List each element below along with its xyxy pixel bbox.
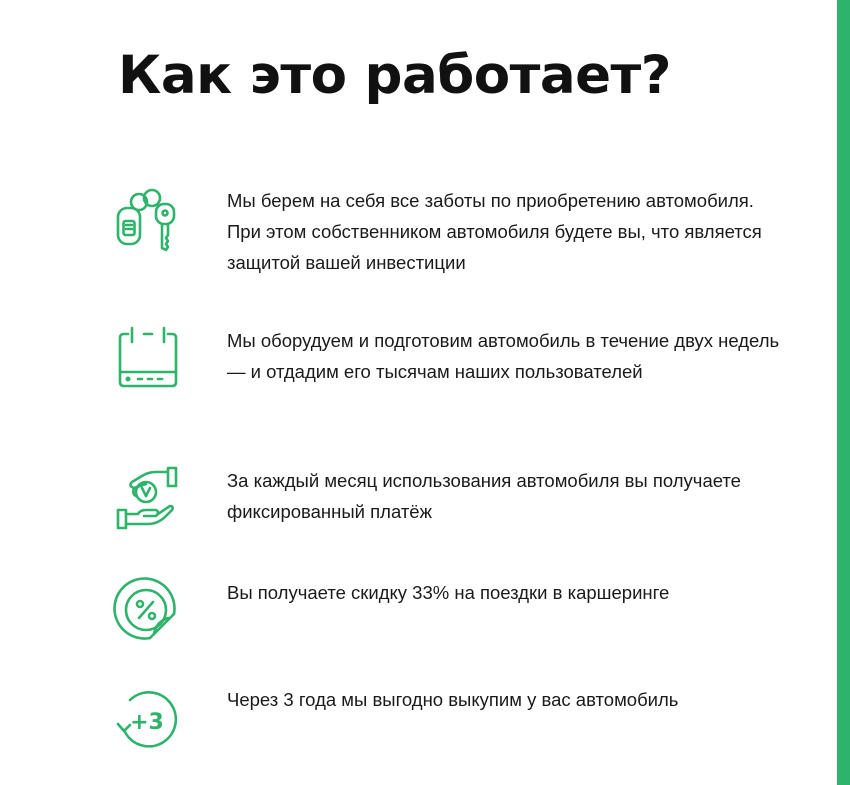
step-text-payment: За каждый месяц использования автомобиля вы получаете фиксированный платёж <box>227 470 741 522</box>
accent-side-bar <box>837 0 850 785</box>
device-box-icon <box>110 322 182 394</box>
page-title: Как это работает? <box>118 45 672 106</box>
step-text-discount: Вы получаете скидку 33% на поездки в каршеринге <box>227 582 670 603</box>
plus-three-years-icon <box>110 684 182 756</box>
discount-badge-icon <box>110 574 182 646</box>
step-text-buyback: Через 3 года мы выгодно выкупим у вас автомобиль <box>227 689 679 710</box>
svg-text:+3: +3 <box>130 710 164 735</box>
hand-coin-icon <box>110 462 182 534</box>
step-text-equipment: Мы оборудуем и подготовим автомобиль в течение двух недель — и отдадим его тысячам наших пользователей <box>227 330 780 382</box>
step-text-purchase: Мы берем на себя все заботы по приобретению автомобиля. При этом собственником автомобиля будете вы, что является защитой вашей инвестиции <box>227 190 762 273</box>
car-keys-icon <box>110 184 182 256</box>
